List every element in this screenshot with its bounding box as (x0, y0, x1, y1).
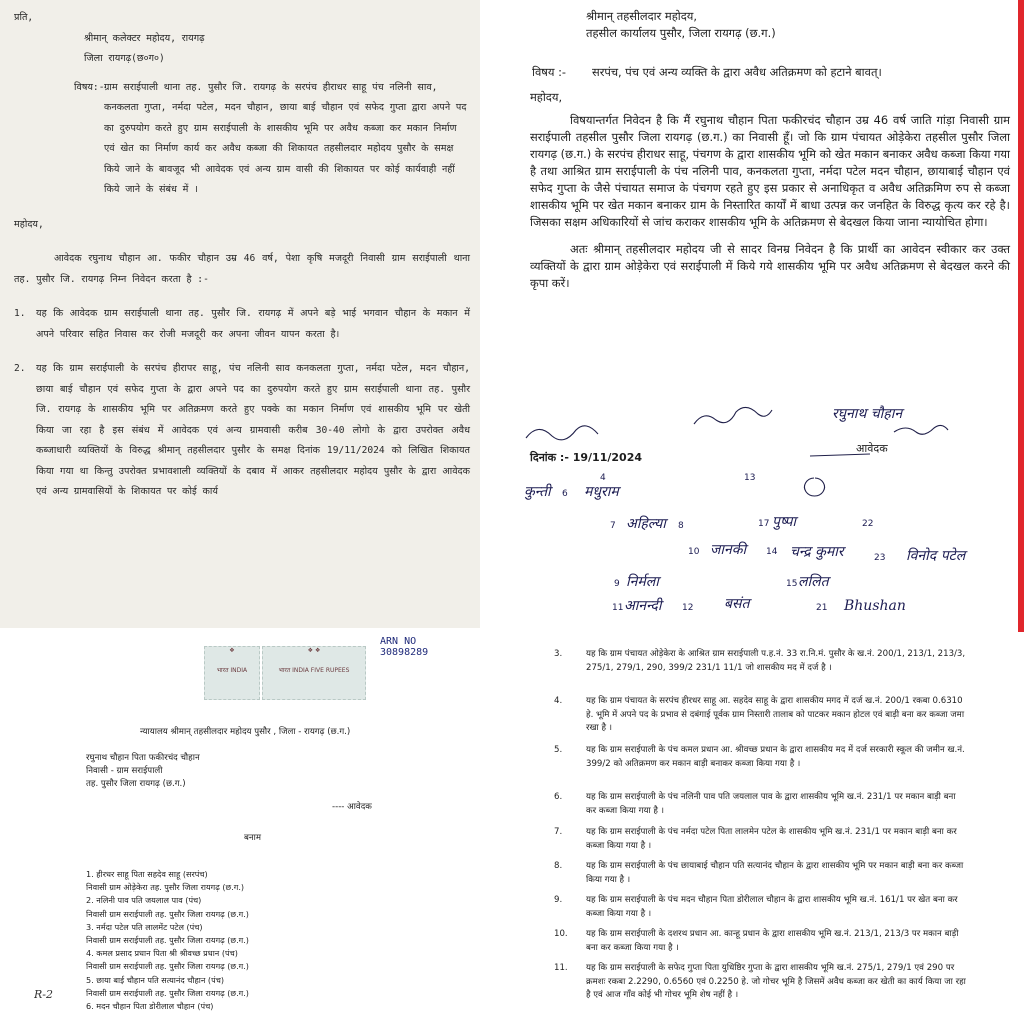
signature-raghunath: रघुनाथ चौहान (832, 406, 903, 422)
point-text: यह कि ग्राम सराईपाली के सरपंच हीरापर साहू, पंच नलिनी साव कनकलता गुप्ता, नर्मदा पटेल, मदन चौहान, छाया बाई चौहान एवं सफेद गुप्ता के द्वारा अपने पद का दुरुपयोग करते हुए ग्राम सराईपाली थाना तह. पुसौर जि. रायगढ़ के शासकीय भूमि पर अतिक्रमण करते हुए पक्के का मकान निर्माण एवं शासकीय भूमि पर खेती किया जा रहा है इस संबंध में आवेदक एवं अन्य ग्रामवासी करीब 30-40 लोगो के द्वारा उपरोक्त अवैध कब्जाधारी व्यक्तियों के विरुद्ध श्रीमान् तहसीलदार पुसौर के समक्ष दिनांक 19/11/2024 को लिखित शिकायत किया गया था किन्तु उपरोक्त प्रभावशाली व्यक्तियों के दबाव में आकर तहसीलदार महोदय पुसौर के द्वारा आवेदक एवं अन्य ग्रामवासियों के शिकायत पर कोई कार्य (36, 363, 470, 497)
item-number: 7. (554, 827, 563, 837)
collector-subject-label: विषय:- (74, 81, 105, 93)
sig-num: 11 (612, 603, 624, 613)
stamp-text: भारत INDIA FIVE RUPEES (278, 667, 350, 674)
collector-subject-text: ग्राम सराईपाली थाना तह. पुसौर जि. रायगढ़ के सरपंच हीराधर साहू पंच नलिनी साव, कनकलता गुप्ता, नर्मदा पटेल, मदन चौहान, छाया बाई चौहान एवं सफेद गुप्ता द्वारा अपने पद का दुरुपयोग करते हुए ग्राम सराईपाली के शासकीय भूमि पर अवैध कब्जा कर मकान निर्माण एवं खेत का निर्माण कार्य कर अवैध कब्जा की शिकायत तहसीलदार महोदय पुसौर के समक्ष किये जाने के बावजूद भी आवेदक एवं अन्य ग्राम वासी की शिकायत पर कोई कार्यवाही नहीं किये जाने के संबंध में । (104, 81, 467, 195)
list-item (554, 791, 968, 818)
list-item (554, 744, 968, 771)
red-edge-strip (1018, 0, 1024, 632)
signature-lalit: ललित (798, 574, 829, 590)
applicant-label: आवेदक (856, 442, 888, 455)
list-item (554, 695, 968, 736)
item-text: यह कि ग्राम सराईपाली के सफेद गुप्ता पिता युधिष्ठिर गुप्ता के द्वारा शासकीय भूमि ख.नं. 275/1, 279/1 एवं 290 पर क्रमशः रकबा 2.2290, 0.6560 एवं 0.2250 हे. जो गोचर भूमि है जिसमें अवैध कब्जा कर खेती का कार्य किया जा रहा है एवं आज गाँव कोई भी गोचर भूमि शेष नहीं है । (586, 963, 966, 1000)
applicant-village: निवासी - ग्राम सराईपाली (86, 766, 163, 776)
versus-label: बनाम (244, 833, 262, 843)
item-number: 4. (554, 696, 563, 706)
court-fee-stamp (262, 646, 366, 700)
respondent-line: 4. कमल प्रसाद प्रधान पिता श्री श्रीवच्छ प्रधान (पंच) (86, 948, 238, 959)
point-number: 1. (14, 308, 26, 319)
applicant-party (86, 752, 200, 791)
signature-vinod-patel: विनोद पटेल (906, 548, 966, 564)
sig-num: 10 (688, 547, 700, 557)
collector-point-1 (14, 304, 470, 345)
court-fee-stamp (204, 646, 260, 700)
sig-num: 23 (874, 553, 886, 563)
item-text: यह कि ग्राम सराईपाली के दशरथ प्रधान आ. कान्हू प्रधान के द्वारा शासकीय भूमि ख.नं. 213/1, 213/3 पर मकान बाड़ी बना कर कब्जा किया गया है । (586, 929, 959, 953)
collector-intro: आवेदक रघुनाथ चौहान आ. फकीर चौहान उम्र 46 वर्ष, पेशा कृषि मजदूरी निवासी ग्राम सराईपाली थाना तह. पुसौर जि. रायगढ़ निम्न निवेदन करता है :- (14, 253, 470, 285)
list-item (554, 894, 968, 921)
item-text: यह कि ग्राम सराईपाली के पंच नलिनी पाव पति जयलाल पाव के द्वारा शासकीय भूमि ख.नं. 231/1 पर मकान बाड़ी बना कर कब्जा किया गया है । (586, 792, 956, 816)
arn-value: 30898289 (380, 647, 429, 658)
tehsildar-salutation: महोदय, (530, 90, 563, 104)
item-text: यह कि ग्राम सराईपाली के पंच मदन चौहान पिता डोरीलाल चौहान के द्वारा शासकीय भूमि ख.नं. 161/1 पर खेत बना कर कब्जा किया गया है । (586, 895, 958, 919)
applicant-role: ---- आवेदक (332, 802, 372, 812)
stamp-emblem-icon: ❖ (229, 647, 235, 654)
tehsildar-body-2: अतः श्रीमान् तहसीलदार महोदय जी से सादर विनम्र निवेदन है कि प्रार्थी का आवेदन स्वीकार कर उक्त व्यक्तियों के द्वारा ग्राम ओड़ेकेरा एवं सराईपाली में किये गये शासकीय भूमि पर अवैध अतिक्रमण से बेदखल करने की कृपा करें। (530, 242, 1010, 290)
sig-num: 6 (562, 489, 568, 499)
stamp-emblem-icon: ❖ ❖ (307, 647, 321, 654)
point-text: यह कि आवेदक ग्राम सराईपाली थाना तह. पुसौर जि. रायगढ़ में अपने बड़े भाई भगवान चौहान के मकान में अपने परिवार सहित निवास कर रोजी मजदूरी कर अपना जीवन यापन करता है। (36, 308, 470, 340)
list-item (554, 648, 968, 675)
collector-address-line2: जिला रायगढ़(छ०ग०) (84, 53, 165, 64)
application-date (530, 449, 642, 466)
scribble-sign-1 (526, 426, 598, 440)
tehsildar-address-line2: तहसील कार्यालय पुसौर, जिला रायगढ़ (छ.ग.) (586, 26, 776, 40)
respondent-line: 5. छाया बाई चौहान पति सत्यानंद चौहान (पंच) (86, 974, 224, 985)
collector-subject (14, 78, 470, 201)
collector-letter-page (0, 0, 480, 628)
court-title: न्यायालय श्रीमान् तहसीलदार महोदय पुसौर , जिला - रायगढ़ (छ.ग.) (140, 727, 351, 737)
date-label: दिनांक :- (530, 451, 569, 464)
sig-num: 4 (600, 473, 606, 483)
signature-chandrakumar: चन्द्र कुमार (790, 544, 844, 560)
item-text: यह कि ग्राम सराईपाली के पंच कमल प्रधान आ. श्रीवच्छ प्रधान के द्वारा शासकीय मद में दर्ज सरकारी स्कूल की जमीन ख.नं. 399/2 को अतिक्रमण कर मकान बाड़ी बनाकर कब्जा किया गया है । (586, 745, 965, 769)
sig-num: 9 (614, 579, 620, 589)
applicant-name: रघुनाथ चौहान पिता फकीरचंद चौहान (86, 753, 200, 763)
arn-number (380, 636, 428, 658)
respondent-line: निवासी ग्राम सराईपाली तह. पुसौर जिला रायगढ़ (छ.ग.) (86, 961, 249, 972)
respondent-line: 1. हीरधर साहू पिता सहदेव साहू (सरपंच) (86, 869, 208, 879)
tehsildar-address-line1: श्रीमान् तहसीलदार महोदय, (586, 9, 697, 23)
sig-num: 13 (744, 473, 756, 483)
item-text: यह कि ग्राम सराईपाली के पंच नर्मदा पटेल पिता लालमेन पटेल के शासकीय भूमि ख.नं. 231/1 पर मकान बाड़ी बना कर कब्जा किया गया है । (586, 827, 957, 851)
signature-janaki: जानकी (710, 542, 747, 558)
signature-ahilya: अहिल्या (626, 516, 666, 532)
collector-address-line1: श्रीमान् कलेक्टर महोदय, रायगढ़ (84, 32, 205, 44)
margin-note: R-2 (34, 988, 53, 1001)
respondent-line: 2. नलिनी पाव पति जयलाल पाव (पंच) (86, 895, 202, 906)
scribble-sign-2 (694, 407, 772, 424)
to-label: प्रति, (14, 12, 34, 23)
sig-num: 17 (758, 519, 770, 529)
item-number: 6. (554, 792, 563, 802)
sig-num: 14 (766, 547, 778, 557)
signature-basant: बसंत (724, 596, 750, 612)
respondent-line: 6. मदन चौहान पिता डोरीलाल चौहान (पंच) (86, 1001, 214, 1012)
sig-num: 15 (786, 579, 798, 589)
tehsildar-body-1: विषयान्तर्गत निवेदन है कि मैं रघुनाथ चौहान पिता फकीरचंद चौहान उम्र 46 वर्ष जाति गांड़ा निवासी ग्राम सराईपाली तहसील पुसौर जिला रायगढ़ (छ.ग.) का निवासी हूँ। जो कि ग्राम पंचायत ओड़ेकेरा तहसील पुसौर जिला रायगढ़ (छ.ग.) के सरपंच हीराधर साहू, पंचगण के द्वारा शासकीय भूमि को खेत मकान बनाकर अवैध कब्जा किया गया है तथा आश्रित ग्राम सराईपाली के पंच नलिनी पाव, कनकलता गुप्ता, नर्मदा पटेल मदन चौहान, छायाबाई चौहान एवं सफेद गुप्ता के जैसे पंचायत समाज के पंचगण रहते हुए इस प्रकार से अनाधिकृत व अवैध अतिक्रमिण रुप से कब्जा शासकीय भूमि पर खेत मकान बनाकर ग्राम के निस्तारित कार्यों में बाधा उत्पन्न कर जनहित के विरुद्ध कृत्य कर रहे है। जिसका सक्षम अधिकारियों से जांच कराकर शासकीय भूमि के अतिक्रमण से बेदखल किया जाना न्यायोचित होगा। (530, 113, 1010, 229)
signature-kunti: कुन्ती (524, 484, 551, 500)
respondent-line: निवासी ग्राम ओड़ेकेरा तह. पुसौर जिला रायगढ़ (छ.ग.) (86, 882, 245, 893)
respondent-line: निवासी ग्राम सराईपाली तह. पुसौर जिला रायगढ़ (छ.ग.) (86, 935, 249, 946)
sig-num: 7 (610, 521, 616, 531)
sig-num: 12 (682, 603, 694, 613)
tehsildar-subject-text: सरपंच, पंच एवं अन्य व्यक्ति के द्वारा अवैध अतिक्रमण को हटाने बावत्। (592, 65, 882, 79)
signature-block (514, 396, 1024, 632)
arn-label: ARN NO (380, 636, 417, 647)
item-number: 3. (554, 649, 563, 659)
circled-num-frame (805, 478, 825, 496)
respondent-line: निवासी ग्राम सराईपाली तह. पुसौर जिला रायगढ़ (छ.ग.) (86, 987, 249, 998)
collector-point-2 (14, 359, 470, 503)
collector-salutation: महोदय, (14, 218, 44, 230)
item-number: 11. (554, 963, 568, 973)
item-number: 8. (554, 861, 563, 871)
signature-bhushan: Bhushan (844, 598, 906, 614)
tehsildar-subject-label: विषय :- (532, 65, 567, 79)
respondent-line: 3. नर्मदा पटेल पति लालमेंट पटेल (पंच) (86, 921, 203, 932)
date-value: 19/11/2024 (572, 451, 642, 464)
applicant-signature-stroke (894, 425, 948, 434)
item-number: 9. (554, 895, 563, 905)
applicant-tehsil: तह. पुसौर जिला रायगढ़ (छ.ग.) (86, 779, 186, 789)
court-cause-title-page (34, 636, 492, 1024)
item-text: यह कि ग्राम पंचायत के सरपंच हीरधर साहू आ. सहदेव साहू के द्वारा शासकीय मगद में दर्ज ख.नं. 200/1 रकबा 0.6310 हे. भूमि में अपने पद के प्रभाव से दबंगाई पूर्वक ग्राम निस्तारी तालाब को पाटकर मकान होटल एवं बाड़ी बना कर कब्जा जमा रखा है । (586, 696, 965, 733)
list-item (554, 826, 968, 853)
respondent-line: निवासी ग्राम सराईपाली तह. पुसौर जिला रायगढ़ (छ.ग.) (86, 908, 249, 919)
signature-anandi: आनन्दी (624, 598, 662, 614)
list-item (554, 860, 968, 887)
sig-num: 22 (862, 519, 874, 529)
tehsildar-application-page (514, 0, 1024, 632)
item-number: 10. (554, 929, 568, 939)
signature-pushpa: पुष्पा (772, 514, 797, 530)
signature-madhuram: मधुराम (584, 484, 619, 500)
list-item (554, 962, 968, 1003)
item-number: 5. (554, 745, 563, 755)
list-item (554, 928, 968, 955)
tehsildar-subject (530, 64, 1010, 81)
sig-num: 21 (816, 603, 828, 613)
sig-num: 8 (678, 521, 684, 531)
signature-nirmala: निर्मला (626, 574, 659, 590)
stamp-text: भारत INDIA (216, 667, 248, 674)
item-text: यह कि ग्राम पंचायत ओड़ेकेरा के आश्रित ग्राम सराईपाली प.ह.नं. 33 रा.नि.मं. पुसौर के ख.नं. 200/1, 213/1, 213/3, 275/1, 279/1, 290, 399/2 231/1 11/1 जो शासकीय मद में दर्ज है । (586, 649, 966, 673)
item-text: यह कि ग्राम सराईपाली के पंच छायाबाई चौहान पति सत्यानंद चौहान के द्वारा शासकीय भूमि पर मकान बाड़ी बना कर कब्जा किया गया है । (586, 861, 964, 885)
encroachment-list-page (530, 640, 1024, 1024)
respondent-list (86, 868, 249, 1013)
point-number: 2. (14, 363, 26, 374)
